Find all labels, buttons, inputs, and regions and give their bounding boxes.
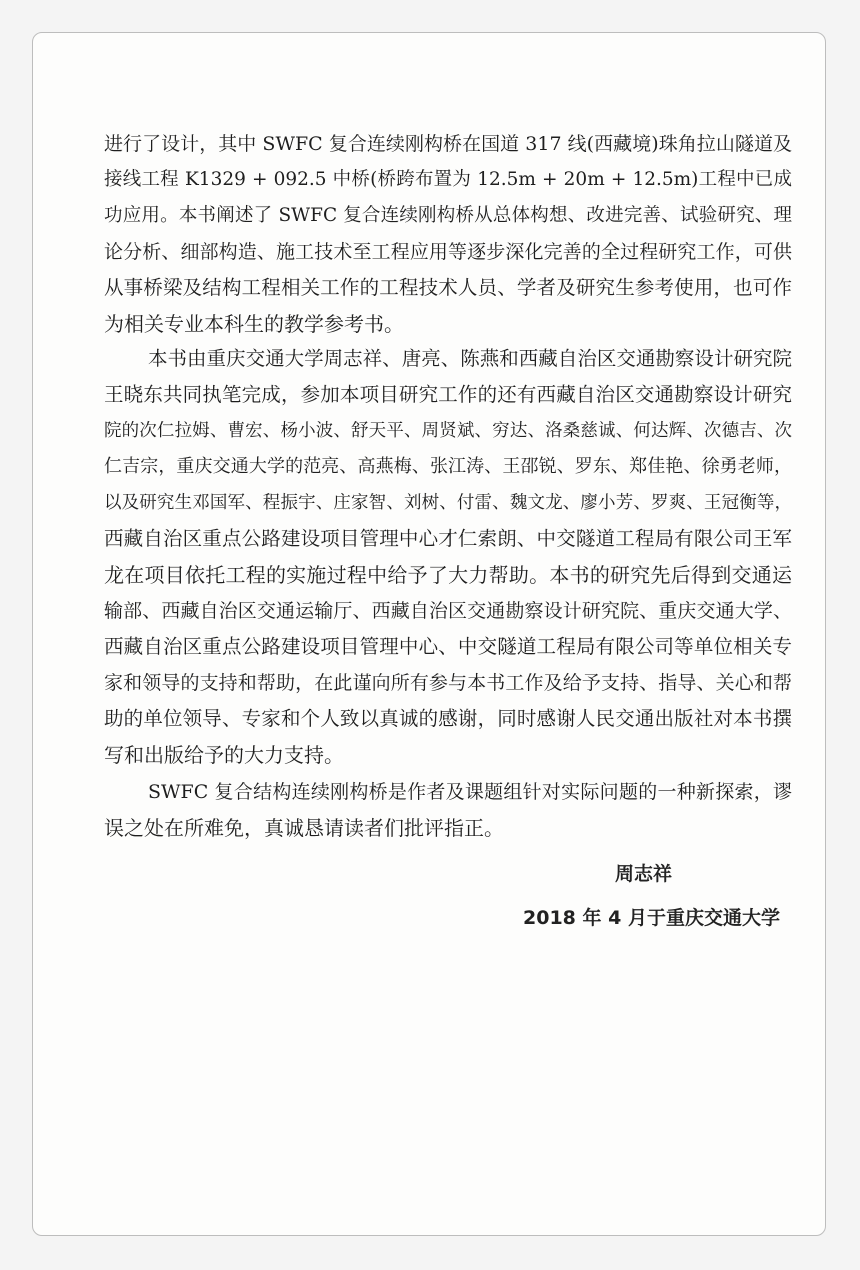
text-line: 进行了设计，其中 SWFC 复合连续刚构桥在国道 317 线(西藏境)珠角拉山隧道及 (104, 133, 792, 155)
text-line: 论分析、细部构造、施工技术至工程应用等逐步深化完善的全过程研究工作，可供 (104, 241, 792, 263)
text-line: 从事桥梁及结构工程相关工作的工程技术人员、学者及研究生参考使用，也可作 (104, 276, 792, 299)
text-line: 输部、西藏自治区交通运输厅、西藏自治区交通勘察设计研究院、重庆交通大学、 (104, 600, 792, 622)
signature-date-place: 2018 年 4 月于重庆交通大学 (523, 907, 780, 929)
text-line: 助的单位领导、专家和个人致以真诚的感谢，同时感谢人民交通出版社对本书撰 (104, 707, 792, 730)
text-line: 为相关专业本科生的教学参考书。 (104, 312, 404, 336)
document-page (32, 32, 826, 1236)
text-line: 误之处在所难免，真诚恳请读者们批评指正。 (104, 816, 504, 840)
signature-author: 周志祥 (615, 863, 673, 885)
text-line: SWFC 复合结构连续刚构桥是作者及课题组针对实际问题的一种新探索，谬 (148, 781, 792, 803)
text-line: 以及研究生邓国军、程振宇、庄家智、刘树、付雷、魏文龙、廖小芳、罗爽、王冠衡等， (104, 493, 792, 513)
text-line: 接线工程 K1329 + 092.5 中桥(桥跨布置为 12.5m + 20m + 12.5m)工程中已成 (104, 169, 792, 190)
text-line: 王晓东共同执笔完成，参加本项目研究工作的还有西藏自治区交通勘察设计研究 (104, 383, 792, 406)
text-line: 西藏自治区重点公路建设项目管理中心、中交隧道工程局有限公司等单位相关专 (104, 635, 792, 658)
text-line: 本书由重庆交通大学周志祥、唐亮、陈燕和西藏自治区交通勘察设计研究院 (148, 347, 792, 370)
text-line: 仁吉宗，重庆交通大学的范亮、高燕梅、张江涛、王邵锐、罗东、郑佳艳、徐勇老师， (104, 456, 792, 477)
text-line: 西藏自治区重点公路建设项目管理中心才仁索朗、中交隧道工程局有限公司王军 (104, 527, 792, 550)
text-line: 功应用。本书阐述了 SWFC 复合连续刚构桥从总体构想、改进完善、试验研究、理 (104, 205, 792, 226)
text-line: 家和领导的支持和帮助，在此谨向所有参与本书工作及给予支持、指导、关心和帮 (104, 672, 792, 694)
text-line: 院的次仁拉姆、曹宏、杨小波、舒天平、周贤斌、穷达、洛桑慈诚、何达辉、次德吉、次 (104, 421, 792, 441)
text-line: 写和出版给予的大力支持。 (104, 743, 344, 767)
text-line: 龙在项目依托工程的实施过程中给予了大力帮助。本书的研究先后得到交通运 (104, 563, 792, 587)
